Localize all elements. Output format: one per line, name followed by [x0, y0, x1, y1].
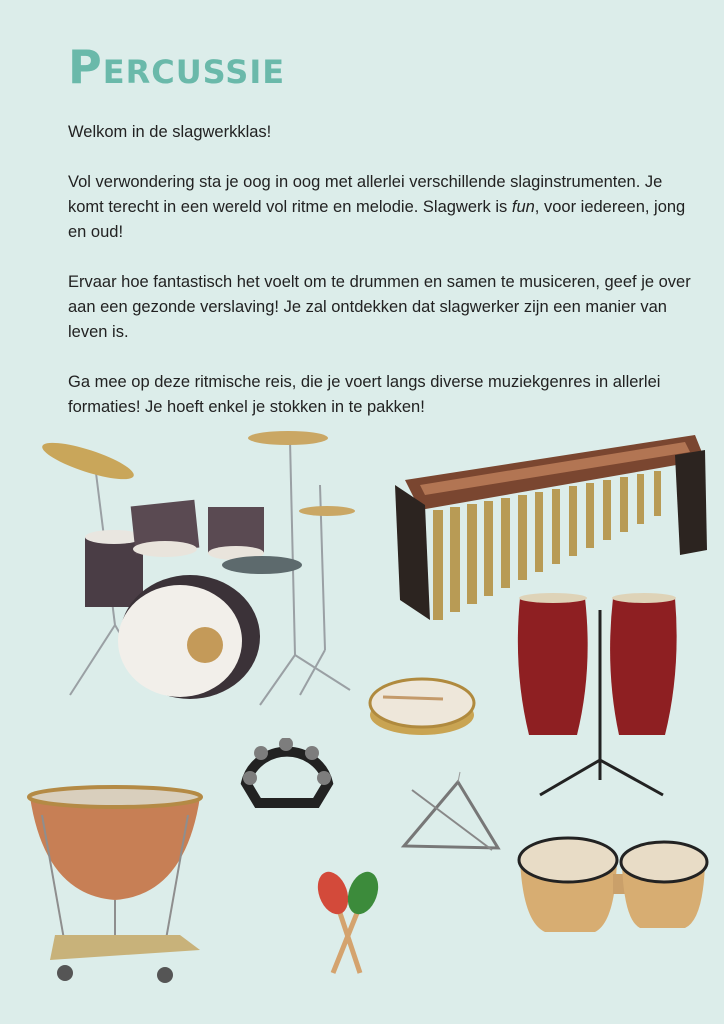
- bongos-image: [515, 832, 713, 942]
- paragraph-wonder: Vol verwondering sta je oog in oog met allerlei verschillende slaginstrumenten. Je komt terecht in een wereld vol ritme en melodie. Slagwerk is fun, voor iedereen, jong en oud!: [68, 173, 686, 241]
- tambourine-image: [236, 738, 338, 820]
- conga-drums-image: [515, 590, 685, 800]
- paragraph-welcome: Welkom in de slagwerkklas!: [68, 123, 272, 141]
- page-title: Percussie: [68, 40, 286, 94]
- timpani-image: [20, 785, 210, 990]
- paragraph-journey: Ga mee op deze ritmische reis, die je voert langs diverse muziekgenres in allerlei formaties! Je hoeft enkel je stokken in te pakken!: [68, 373, 661, 416]
- intro-text: [68, 120, 698, 445]
- frame-drum-image: [368, 675, 476, 737]
- maracas-image: [315, 868, 380, 978]
- triangle-image: [400, 770, 502, 852]
- paragraph-experience: Ervaar hoe fantastisch het voelt om te drummen en samen te musiceren, geef je over aan een gezonde verslaving! Je zal ontdekken dat slagwerker zijn een manier van leven is.: [68, 273, 691, 341]
- drum-kit-image: [40, 425, 360, 715]
